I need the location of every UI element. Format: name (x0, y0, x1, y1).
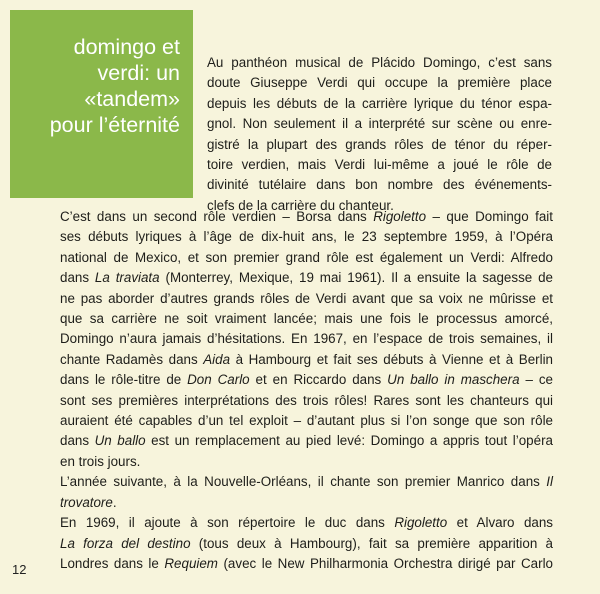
main-text (60, 207, 553, 574)
text-line: Domingo n’aura jamais d’hésitations. En 1967, en l’espace de trois semaines, il (60, 331, 553, 347)
text-line: dans Un ballo est un remplacement au pied levé: Domingo a appris tout l’opéra (60, 433, 553, 449)
text-line: La forza del destino (tous deux à Hambourg), fait sa première apparition à (60, 535, 554, 551)
italic-title: Don Carlo (187, 372, 250, 388)
section-heading (14, 34, 180, 138)
intro-paragraph (207, 53, 552, 216)
text-line: Au panthéon musical de Plácido Domingo, c’est sans (207, 55, 552, 70)
text-line: Londres dans le Requiem (avec le New Philharmonia Orchestra dirigé par Carlo (60, 555, 554, 571)
italic-title: La traviata (94, 270, 160, 286)
text-line: clefs de la carrière du chanteur. (207, 197, 394, 213)
text-line: toire verdien, mais Verdi lui-même a joué le rôle de (207, 157, 552, 173)
heading-line: verdi: un (97, 61, 180, 85)
italic-title: Un ballo (94, 433, 146, 449)
text-line: national de Mexico, et son premier grand rôle est également un Verdi: Alfredo (60, 249, 553, 265)
text-line: gnol. Non seulement il a interprété sur scène ou enre- (207, 116, 552, 132)
italic-title: Aida (203, 351, 231, 367)
italic-title: Rigoletto (394, 515, 448, 531)
italic-title: Il (546, 474, 553, 490)
text-line: divinité tutélaire dans bon nombre des événements- (207, 177, 552, 193)
text-line: que sa carrière ne soit vraiment lancée; mais une fois le processus amorcé, (60, 311, 553, 327)
text-line: L’année suivante, à la Nouvelle-Orléans, il chante son premier Manrico dans Il (60, 474, 553, 490)
text-line: sont ses premières interprétations des trois rôles! Rares sont les chanteurs qui (60, 392, 553, 408)
heading-line: domingo et (73, 35, 180, 59)
text-line: en trois jours. (60, 453, 141, 469)
italic-title: trovatore (60, 494, 113, 510)
italic-title: Un ballo in maschera (387, 372, 520, 388)
italic-title: Requiem (164, 555, 218, 571)
text-line: depuis les débuts de la carrière lyrique du ténor espa- (207, 95, 552, 111)
italic-title: La forza del destino (60, 535, 191, 551)
text-line: ses débuts lyriques à l’âge de dix-huit ans, le 23 septembre 1959, à l’Opéra (60, 229, 553, 245)
text-line: auraient été capables d’un tel exploit – d’autant plus si l’on songe que son rôle (60, 413, 553, 429)
text-line: trovatore. (60, 494, 117, 510)
italic-title: Rigoletto (373, 209, 427, 224)
text-line: dans La traviata (Monterrey, Mexique, 19 mai 1961). Il a ensuite la sagesse de (60, 270, 553, 286)
text-line: C’est dans un second rôle verdien – Borsa dans Rigoletto – que Domingo fait (60, 209, 553, 224)
text-line: gistré la plupart des grands rôles de ténor du réper- (207, 136, 552, 152)
text-line: doute Giuseppe Verdi qui occupe la première place (207, 75, 552, 91)
page-number: 12 (12, 562, 27, 577)
text-line: ne pas aborder d’autres grands rôles de Verdi avant que sa voix ne mûrisse et (60, 290, 553, 306)
heading-line: pour l’éternité (49, 113, 180, 137)
text-line: chante Radamès dans Aida à Hambourg et fait ses débuts à Vienne et à Berlin (60, 351, 553, 367)
text-line: En 1969, il ajoute à son répertoire le duc dans Rigoletto et Alvaro dans (60, 515, 553, 531)
heading-line: «tandem» (84, 87, 180, 111)
text-line: dans le rôle-titre de Don Carlo et en Riccardo dans Un ballo in maschera – ce (60, 372, 553, 388)
